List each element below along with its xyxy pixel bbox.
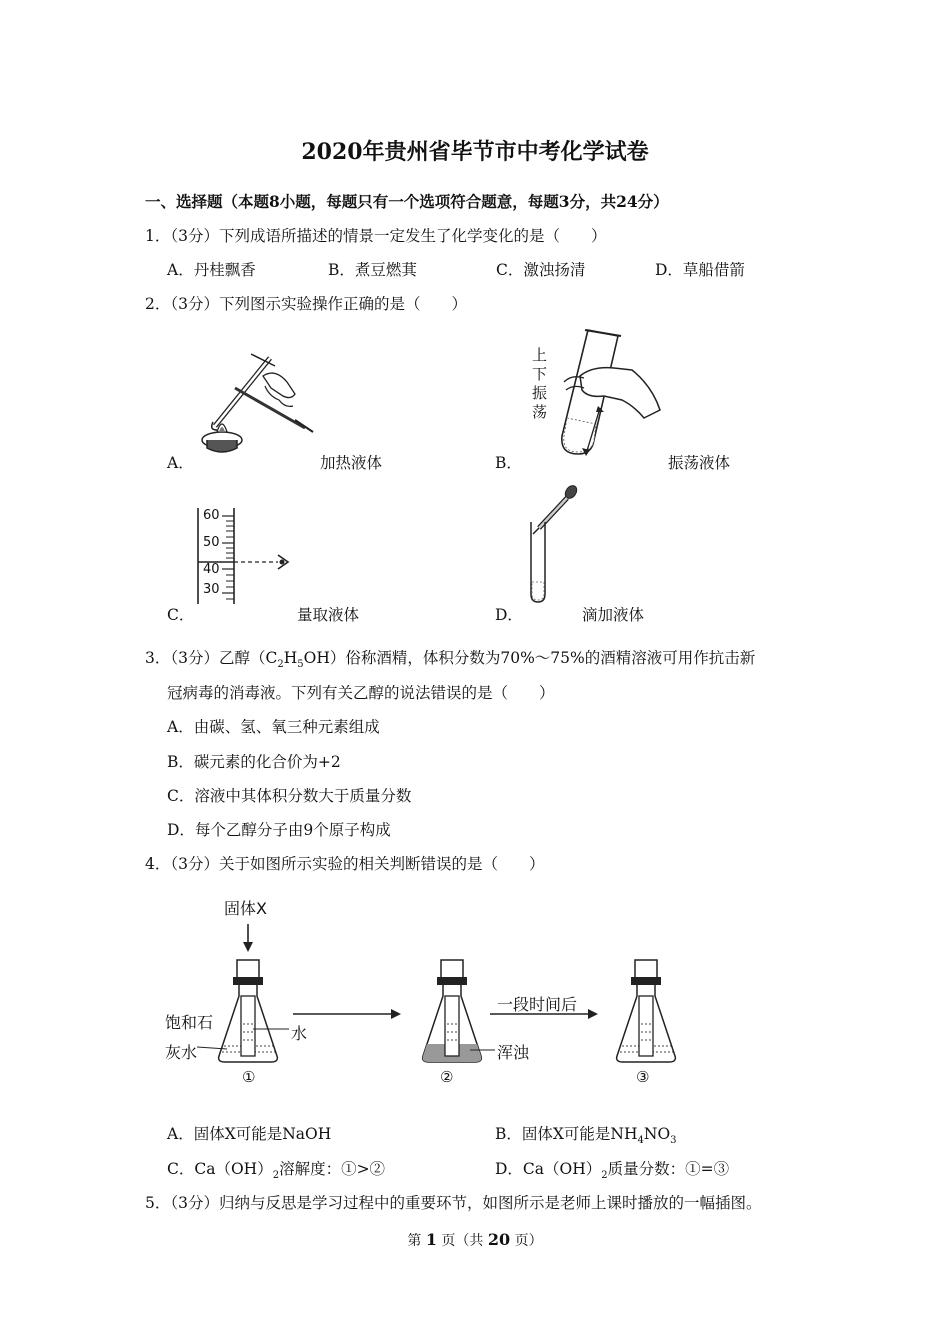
q3-option-c: C．溶液中其体积分数大于质量分数	[167, 787, 412, 805]
q4-option-a: A．固体X可能是NaOH	[167, 1125, 332, 1143]
question-5-stem: 5．（3分）归纳与反思是学习过程中的重要环节，如图所示是老师上课时播放的一幅插图。	[145, 1194, 762, 1212]
question-2-stem: 2．（3分）下列图示实验操作正确的是（ ）	[145, 295, 467, 313]
q3-option-d: D．每个乙醇分子由9个原子构成	[167, 821, 391, 839]
q3-option-a: A．由碳、氢、氧三种元素组成	[167, 718, 380, 736]
q2-option-d-letter: D．	[495, 606, 523, 624]
q1-option-d: D．草船借箭	[655, 261, 745, 279]
q3-option-b: B．碳元素的化合价为+2	[167, 753, 341, 771]
shaking-liquid-figure	[552, 326, 667, 461]
fig-label-flask-3: ③	[636, 1068, 650, 1086]
q1-option-c: C．激浊扬清	[496, 261, 586, 279]
shake-label-char: 荡	[532, 403, 548, 421]
shake-label-char: 振	[532, 384, 548, 402]
q2-option-a-caption: 加热液体	[320, 454, 383, 472]
question-3-stem-line2: 冠病毒的消毒液。下列有关乙醇的说法错误的是（ ）	[167, 684, 555, 702]
shake-vertical-label	[532, 346, 550, 422]
fig-label-solid-x: 固体X	[224, 899, 267, 918]
q2-option-c-caption: 量取液体	[297, 606, 360, 624]
fig-label-saturated-limewater-2: 灰水	[165, 1043, 198, 1062]
heating-liquid-figure	[195, 348, 325, 460]
fig-label-flask-2: ②	[440, 1068, 454, 1086]
q1-option-a: A．丹桂飘香	[167, 261, 256, 279]
q4-option-d: D．$Ca(OH)_2$质量分数：①=③	[495, 1160, 730, 1182]
shake-label-char: 下	[532, 365, 548, 383]
shake-label-char: 上	[532, 346, 548, 364]
fig-label-after-time: 一段时间后	[497, 995, 578, 1014]
fig-label-water: 水	[291, 1024, 308, 1043]
q2-option-b-caption: 振荡液体	[668, 454, 731, 472]
cylinder-tick-30: 30	[203, 582, 220, 597]
section-heading: 一、选择题（本题8小题，每题只有一个选项符合题意，每题3分，共24分）	[145, 192, 669, 211]
q2-option-b-letter: B．	[495, 454, 522, 472]
q1-option-b: B．煮豆燃萁	[328, 261, 417, 279]
fig-label-saturated-limewater-1: 饱和石	[165, 1013, 214, 1032]
q2-option-c-letter: C．	[167, 606, 195, 624]
question-1-stem: 1．（3分）下列成语所描述的情景一定发生了化学变化的是（ ）	[145, 227, 607, 245]
fig-label-flask-1: ①	[242, 1068, 256, 1086]
cylinder-tick-60: 60	[203, 508, 220, 523]
cylinder-tick-40: 40	[203, 562, 220, 577]
q2-option-d-caption: 滴加液体	[582, 606, 645, 624]
dropping-liquid-figure	[525, 484, 585, 606]
page-footer: 第 1 页（共 20 页）	[407, 1230, 543, 1249]
q4-option-b: B．固体X可能是$NH_4NO_3$	[495, 1125, 677, 1147]
q2-option-a-letter: A．	[167, 454, 194, 472]
q4-option-c: C．$Ca(OH)_2$溶解度：①>②	[167, 1160, 386, 1182]
page-title: 2020年贵州省毕节市中考化学试卷	[301, 139, 649, 165]
cylinder-tick-50: 50	[203, 535, 220, 550]
question-4-stem: 4．（3分）关于如图所示实验的相关判断错误的是（ ）	[145, 855, 545, 873]
fig-label-turbid: 浑浊	[497, 1043, 530, 1062]
question-3-stem: 3．（3分）乙醇$(C_2H_5OH)$俗称酒精，体积分数为70%～75%的酒精溶液可用作抗击新	[145, 649, 756, 671]
